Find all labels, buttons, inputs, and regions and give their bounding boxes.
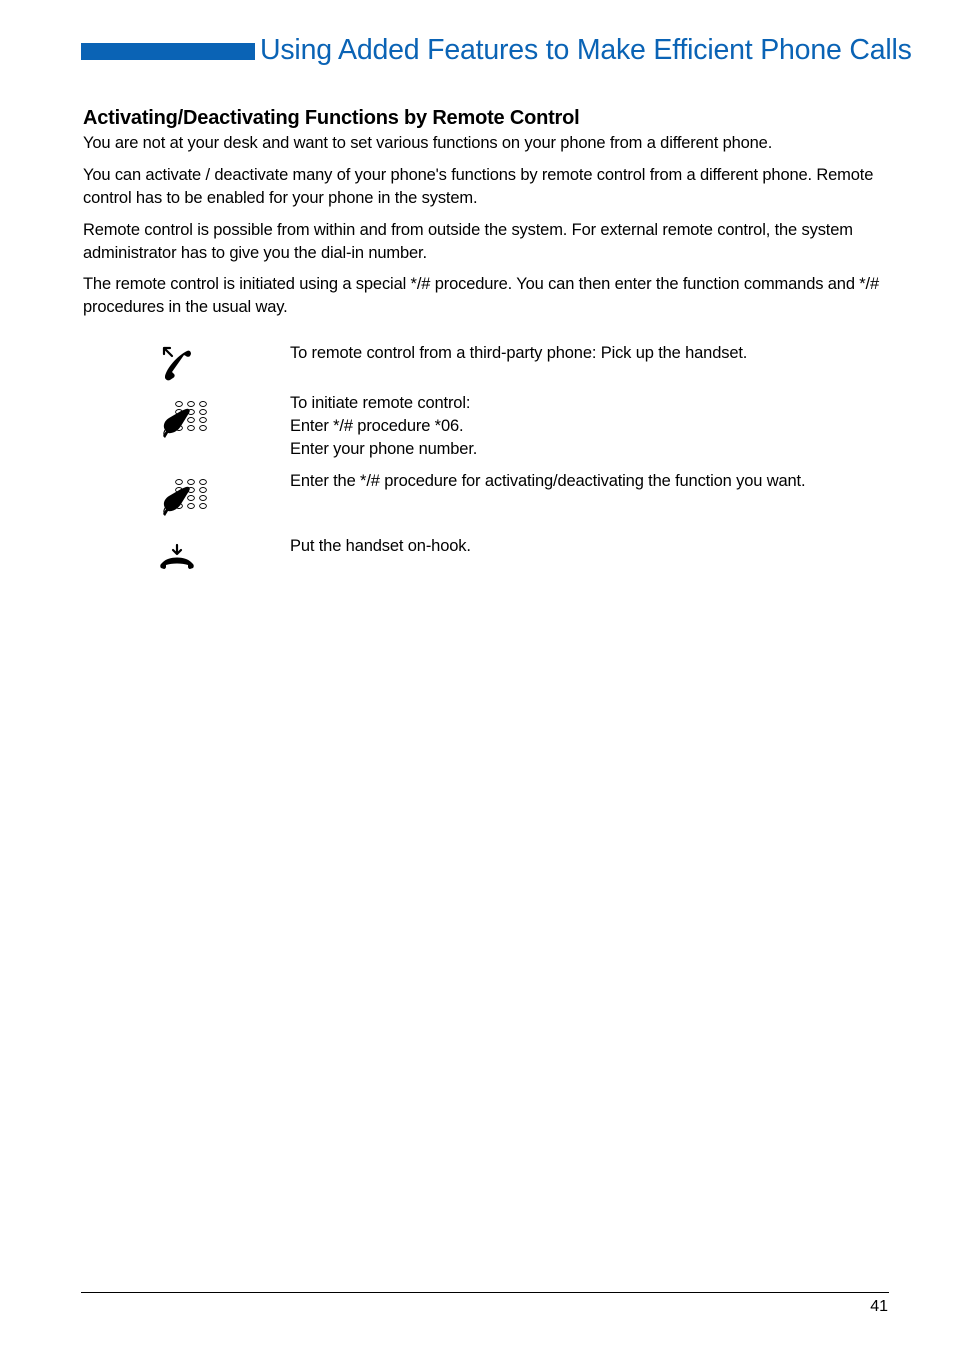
header-accent-bar (81, 43, 255, 60)
step-instruction (290, 470, 890, 493)
step-line: To initiate remote control: (290, 394, 471, 412)
footer-divider (81, 1292, 889, 1293)
keypad-dial-icon (155, 396, 215, 445)
handset-hangup-icon (155, 542, 199, 577)
paragraph: The remote control is initiated using a special */# procedure. You can then enter the function commands and */# procedures in the usual way. (83, 275, 880, 316)
keypad-dial-icon (155, 474, 215, 523)
step-line: Enter the */# procedure for activating/deactivating the function you want. (290, 472, 806, 490)
page-number: 41 (870, 1298, 888, 1315)
paragraph: You can activate / deactivate many of your phone's functions by remote control from a different phone. Remote control has to be enabled for your phone in the system. (83, 166, 874, 207)
paragraph: You are not at your desk and want to set various functions on your phone from a different phone. (83, 134, 773, 152)
page-title: Using Added Features to Make Efficient Phone Calls (260, 34, 912, 66)
step-line: Enter your phone number. (290, 440, 478, 458)
step-instruction (290, 342, 890, 365)
paragraph: Remote control is possible from within and from outside the system. For external remote control, the system administrator has to give you the dial-in number. (83, 221, 853, 262)
section-heading: Activating/Deactivating Functions by Remote Control (83, 107, 580, 129)
step-line: Put the handset on-hook. (290, 537, 471, 555)
step-instruction (290, 392, 890, 461)
step-line: To remote control from a third-party phone: Pick up the handset. (290, 344, 748, 362)
handset-lift-icon (155, 346, 199, 387)
step-instruction (290, 535, 890, 558)
step-line: Enter */# procedure *06. (290, 417, 464, 435)
